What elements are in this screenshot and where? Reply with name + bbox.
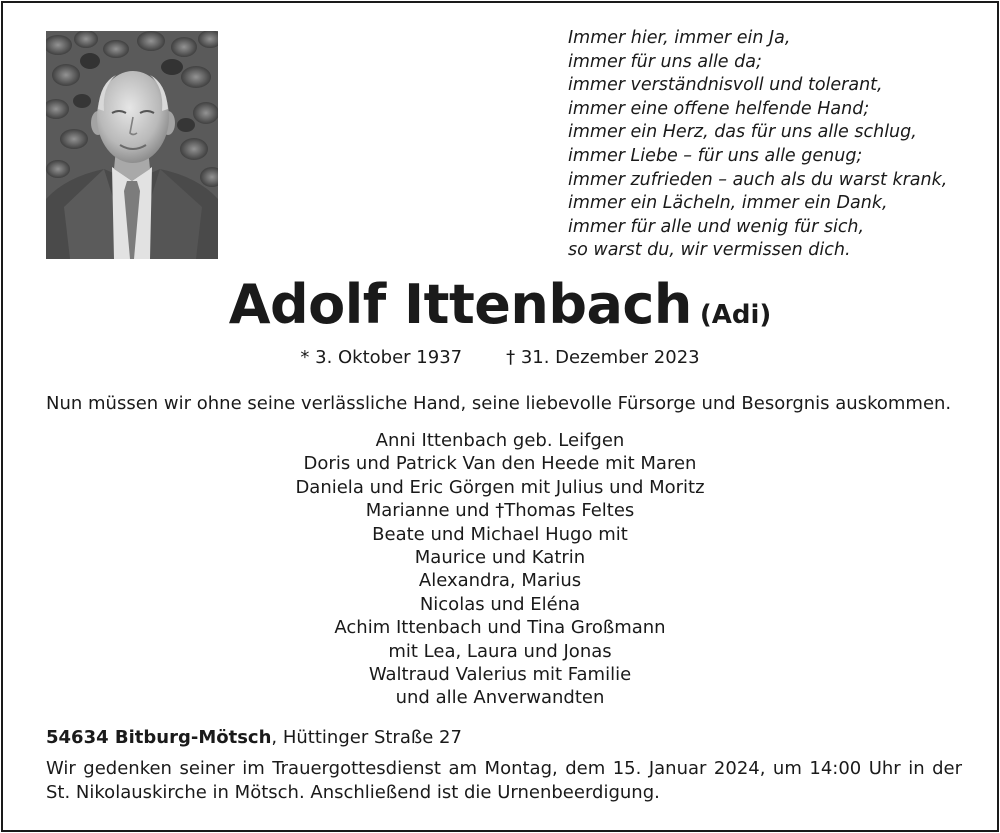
family-line: Marianne und †Thomas Feltes (365, 500, 635, 522)
poem (568, 27, 947, 263)
family-line: Alexandra, Marius (418, 570, 582, 592)
family-line: Nicolas und Eléna (419, 593, 581, 615)
family-list (3, 429, 997, 710)
poem-line: Immer hier, immer ein Ja, (568, 28, 791, 48)
family-line: und alle Anverwandten (395, 687, 605, 709)
deceased-name-heading (3, 273, 997, 336)
obituary-card (1, 1, 999, 832)
service-announcement: Wir gedenken seiner im Trauergottesdienst am Montag, dem 15. Januar 2024, um 14:00 Uhr in der St. Nikolauskirche in Mötsch. Anschließend ist die Urnenbeerdigung. (46, 758, 962, 803)
poem-line: immer für alle und wenig für sich, (568, 216, 865, 237)
poem-line: immer zufrieden – auch als du warst krank, (568, 169, 948, 190)
address-city: 54634 Bitburg-Mötsch (46, 727, 272, 748)
family-line: Maurice und Katrin (414, 547, 586, 569)
family-line: Beate und Michael Hugo mit (372, 523, 628, 545)
poem-line: immer eine offene helfende Hand; (568, 98, 870, 119)
intro-text: Nun müssen wir ohne seine verlässliche Hand, seine liebevolle Fürsorge und Besorgnis auskommen. (46, 393, 952, 414)
family-line: Anni Ittenbach geb. Leifgen (375, 430, 625, 451)
death-date: † 31. Dezember 2023 (506, 347, 700, 368)
portrait-photo (46, 31, 218, 259)
poem-line: immer verständnisvoll und tolerant, (568, 75, 883, 96)
deceased-name: Adolf Ittenbach (228, 273, 692, 336)
family-line: mit Lea, Laura und Jonas (388, 640, 612, 662)
poem-line: immer ein Herz, das für uns alle schlug, (568, 122, 917, 143)
poem-line: immer Liebe – für uns alle genug; (568, 145, 863, 166)
family-line: Waltraud Valerius mit Familie (368, 664, 632, 686)
life-dates (3, 347, 997, 368)
birth-date: * 3. Oktober 1937 (300, 347, 463, 368)
family-line: Doris und Patrick Van den Heede mit Maren (303, 453, 697, 475)
poem-line: immer ein Lächeln, immer ein Dank, (568, 193, 888, 214)
family-line: Achim Ittenbach und Tina Großmann (334, 617, 666, 639)
address (46, 727, 462, 748)
poem-line: so warst du, wir vermissen dich. (568, 240, 851, 261)
family-line: Daniela und Eric Görgen mit Julius und Moritz (295, 476, 705, 498)
address-street: , Hüttinger Straße 27 (271, 727, 462, 748)
deceased-nickname: (Adi) (699, 300, 772, 330)
poem-line: immer für uns alle da; (568, 51, 762, 72)
